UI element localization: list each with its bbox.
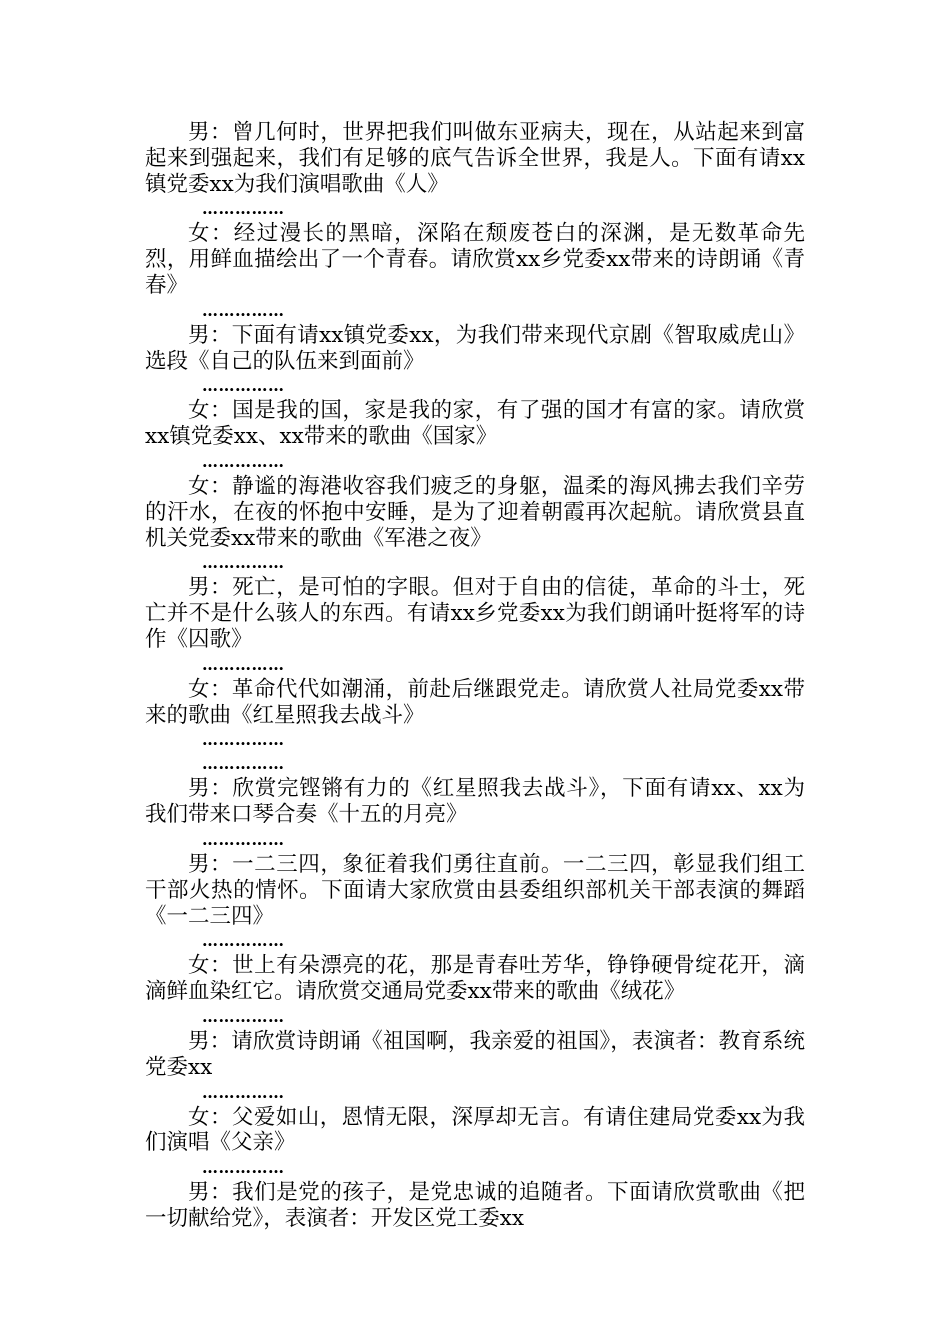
- ellipsis-separator: ……………: [202, 829, 285, 849]
- paragraph: 男：曾几何时，世界把我们叫做东亚病夫，现在，从站起来到富起来到强起来，我们有足够的底气告诉全世界，我是人。下面有请xx镇党委xx为我们演唱歌曲《人》: [145, 120, 805, 197]
- paragraph: 女：国是我的国，家是我的家，有了强的国才有富的家。请欣赏xx镇党委xx、xx带来的歌曲《国家》: [145, 398, 805, 450]
- ellipsis-separator: ……………: [202, 754, 285, 774]
- paragraph: 女：父爱如山，恩情无限，深厚却无言。有请住建局党委xx为我们演唱《父亲》: [145, 1104, 805, 1156]
- ellipsis-separator: ……………: [202, 1082, 285, 1102]
- paragraph: 男：欣赏完铿锵有力的《红星照我去战斗》，下面有请xx、xx为我们带来口琴合奏《十五的月亮》: [145, 776, 805, 828]
- paragraph: 女：静谧的海港收容我们疲乏的身躯，温柔的海风拂去我们辛劳的汗水，在夜的怀抱中安睡，是为了迎着朝霞再次起航。请欣赏县直机关党委xx带来的歌曲《军港之夜》: [145, 473, 805, 551]
- ellipsis-separator: ……………: [202, 730, 285, 750]
- ellipsis-separator: ……………: [202, 1006, 285, 1026]
- document-body: [145, 120, 805, 1232]
- ellipsis-separator: ……………: [202, 376, 285, 396]
- ellipsis-separator: ……………: [202, 654, 285, 674]
- ellipsis-separator: ……………: [202, 1158, 285, 1178]
- ellipsis-separator: ……………: [202, 931, 285, 951]
- ellipsis-separator: ……………: [202, 199, 285, 219]
- ellipsis-separator: ……………: [202, 300, 285, 320]
- paragraph: 男：下面有请xx镇党委xx，为我们带来现代京剧《智取威虎山》选段《自己的队伍来到面前》: [145, 322, 805, 374]
- paragraph: 男：我们是党的孩子，是党忠诚的追随者。下面请欣赏歌曲《把一切献给党》，表演者：开发区党工委xx: [145, 1180, 805, 1231]
- paragraph: 女：革命代代如潮涌，前赴后继跟党走。请欣赏人社局党委xx带来的歌曲《红星照我去战斗》: [145, 676, 805, 728]
- paragraph: 男：一二三四，象征着我们勇往直前。一二三四，彰显我们组工干部火热的情怀。下面请大家欣赏由县委组织部机关干部表演的舞蹈《一二三四》: [145, 851, 805, 929]
- paragraph: 男：死亡，是可怕的字眼。但对于自由的信徒，革命的斗士，死亡并不是什么骇人的东西。有请xx乡党委xx为我们朗诵叶挺将军的诗作《囚歌》: [145, 575, 805, 652]
- paragraph: 男：请欣赏诗朗诵《祖国啊，我亲爱的祖国》，表演者：教育系统党委xx: [145, 1028, 805, 1080]
- ellipsis-separator: ……………: [202, 451, 285, 471]
- paragraph: 女：世上有朵漂亮的花，那是青春吐芳华，铮铮硬骨绽花开，滴滴鲜血染红它。请欣赏交通局党委xx带来的歌曲《绒花》: [145, 953, 805, 1005]
- paragraph: 女：经过漫长的黑暗，深陷在颓废苍白的深渊，是无数革命先烈，用鲜血描绘出了一个青春。请欣赏xx乡党委xx带来的诗朗诵《青春》: [145, 221, 805, 298]
- ellipsis-separator: ……………: [202, 553, 285, 573]
